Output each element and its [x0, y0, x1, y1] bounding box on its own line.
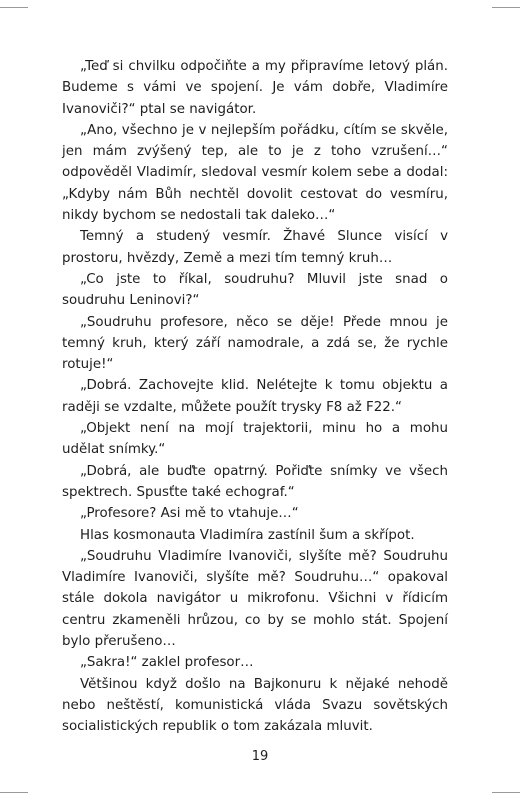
paragraph: „Objekt není na mojí trajektorii, minu ho a mohu udělat snímky.“: [62, 421, 448, 458]
paragraph: „Soudruhu profesore, něco se děje! Přede mnou je temný kruh, který září namodrale, a zdá se, že rychle rotuje!“: [62, 314, 448, 373]
paragraph: „Dobrá, ale buďte opatrný. Pořiďte snímky ve všech spektrech. Spusťte také echograf.“: [62, 463, 448, 500]
paragraph: „Ano, všechno je v nejlepším pořádku, cítím se skvěle, jen mám zvýšený tep, ale to je z toho vzrušení…“ odpověděl Vladimír, sledoval vesmír kolem sebe a dodal: „Kdyby nám Bůh nechtěl dovolit cestovat do vesmíru, nikdy bychom se nedostali tak daleko…“: [62, 122, 448, 224]
paragraph: „Sakra!“ zaklel profesor…: [80, 655, 254, 671]
paragraph: „Teď si chvilku odpočiňte a my připravíme letový plán. Budeme s vámi ve spojení. Je vám dobře, Vladimíre Ivanoviči?“ ptal se navigátor.: [62, 59, 448, 117]
paragraph: „Profesore? Asi mě to vtahuje…“: [80, 506, 299, 522]
paragraph: „Soudruhu Vladimíre Ivanoviči, slyšíte mě? Soudruhu Vladimíre Ivanoviči, slyšíte mě? Soudruhu…“ opakoval stále dokola navigátor u mikrofonu. Všichni v řídicím centru zkameněli hrůzou, co by se mohlo stát. Spojení bylo přerušeno…: [62, 548, 448, 650]
crop-mark-bottom-left: [0, 792, 28, 793]
crop-mark-top-right: [492, 7, 520, 8]
crop-mark-top-left: [0, 7, 28, 8]
paragraph: Hlas kosmonauta Vladimíra zastínil šum a skřípot.: [80, 527, 415, 543]
page-number: 19: [251, 749, 269, 764]
paragraph: Většinou když došlo na Bajkonuru k nějaké nehodě nebo neštěstí, komunistická vláda Svazu sovětských socialistických republik o tom zakázala mluvit.: [62, 676, 448, 735]
paragraph: Temný a studený vesmír. Žhavé Slunce visící v prostoru, hvězdy, Země a mezi tím temný kruh…: [62, 229, 448, 266]
body-text: [62, 56, 448, 738]
paragraph: „Dobrá. Zachovejte klid. Nelétejte k tomu objektu a raději se vzdalte, můžete použít trysky F8 až F22.“: [62, 378, 448, 415]
crop-mark-bottom-right: [492, 792, 520, 793]
paragraph: „Co jste to říkal, soudruhu? Mluvil jste snad o soudruhu Leninovi?“: [62, 271, 448, 309]
